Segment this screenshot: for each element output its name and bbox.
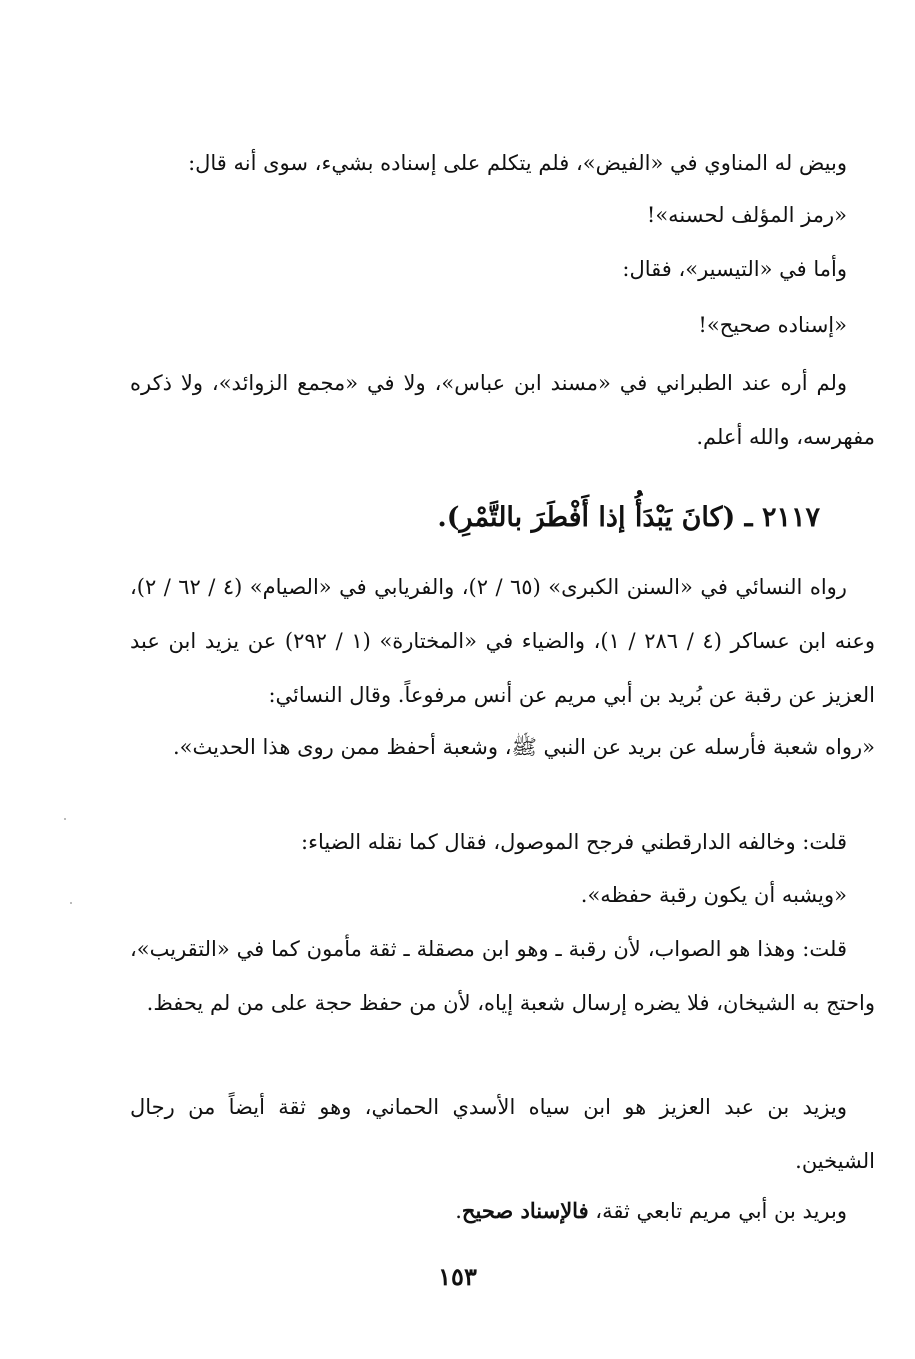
paragraph-taysir <box>130 242 875 296</box>
page-number <box>0 1262 915 1291</box>
paragraph-text: وبريد بن أبي مريم تابعي ثقة، <box>588 1199 847 1223</box>
scan-speck <box>64 818 66 820</box>
paragraph-text: «إسناده صحيح»! <box>698 313 847 337</box>
hadith-heading <box>437 496 820 540</box>
paragraph-conclusion <box>130 1184 875 1238</box>
scan-speck <box>70 902 72 904</box>
paragraph-yazid <box>130 1080 875 1188</box>
quote-nasai <box>130 720 875 774</box>
quote-isnad-sahih <box>130 298 875 352</box>
quote-ramz <box>130 188 875 242</box>
hadith-heading-text: ٢١١٧ ـ (كانَ يَبْدَأُ إذا أَفْطَرَ بالتَّمْرِ). <box>437 502 820 533</box>
quote-daraqutni <box>130 868 875 922</box>
paragraph-text: رواه النسائي في «السنن الكبرى» (٦٥ / ٢)، والفريابي في «الصيام» (٤ / ٦٢ / ٢)، وعنه ابن عساكر (٤ / ٢٨٦ / ١)، والضياء في «المختارة» (١ / ٢٩٢) عن يزيد ابن عبد العزيز عن رقبة عن بُريد بن أبي مريم عن أنس مرفوعاً. وقال النسائي: <box>130 575 875 707</box>
paragraph-text: قلت: وخالفه الدارقطني فرجح الموصول، فقال كما نقله الضياء: <box>301 830 847 854</box>
paragraph-text: ويزيد بن عبد العزيز هو ابن سياه الأسدي الحماني، وهو ثقة أيضاً من رجال الشيخين. <box>130 1095 875 1173</box>
page-number-text: ١٥٣ <box>438 1262 477 1291</box>
paragraph-text: «ويشبه أن يكون رقبة حفظه». <box>580 883 847 907</box>
paragraph-daraqutni <box>130 815 875 869</box>
paragraph-text: ولم أره عند الطبراني في «مسند ابن عباس»، ولا في «مجمع الزوائد»، ولا ذكره مفهرسه، والله أعلم. <box>130 371 875 449</box>
verdict-text: فالإسناد صحيح <box>461 1198 589 1223</box>
paragraph-tabarani <box>130 356 875 464</box>
paragraph-takhrij <box>130 560 875 722</box>
paragraph-text: قلت: وهذا هو الصواب، لأن رقبة ـ وهو ابن مصقلة ـ ثقة مأمون كما في «التقريب»، واحتج به الشيخان، فلا يضره إرسال شعبة إياه، لأن من حفظ حجة على من لم يحفظ. <box>130 937 875 1015</box>
paragraph-end: . <box>455 1199 462 1223</box>
paragraph-text: وبيض له المناوي في «الفيض»، فلم يتكلم على إسناده بشيء، سوى أنه قال: <box>188 151 847 175</box>
paragraph-manawi <box>130 136 875 190</box>
paragraph-text: «رمز المؤلف لحسنه»! <box>646 203 847 227</box>
paragraph-text: وأما في «التيسير»، فقال: <box>622 257 847 281</box>
paragraph-sawab <box>130 922 875 1030</box>
paragraph-text: «رواه شعبة فأرسله عن بريد عن النبي ﷺ، وشعبة أحفظ ممن روى هذا الحديث». <box>172 735 875 759</box>
